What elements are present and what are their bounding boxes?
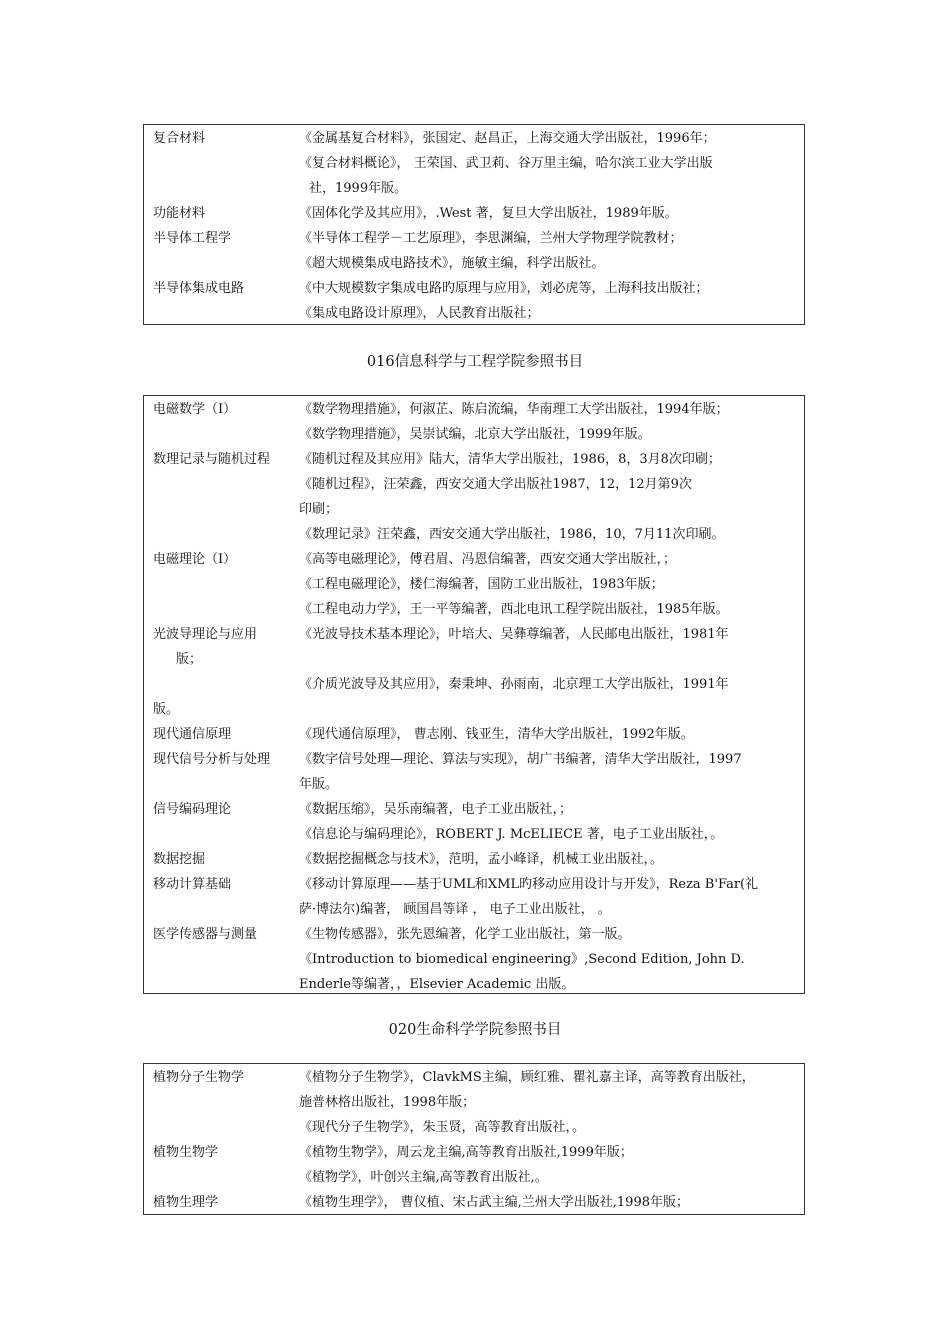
- reference-book: 《Introduction to biomedical engineering》,Second Edition, John D.: [299, 952, 745, 967]
- reference-book: 《植物分子生物学》，ClavkMS主编，顾红雅、瞿礼嘉主译，高等教育出版社，: [299, 1070, 755, 1085]
- reference-book: 《光波导技术基本理论》，叶培大、吴彝尊编著，人民邮电出版社，1981年: [299, 627, 729, 642]
- course-name: 现代信号分析与处理: [153, 752, 271, 767]
- table-row: [144, 1190, 804, 1215]
- table-row: [144, 772, 804, 797]
- reference-book: 《植物生理学》， 曹仪植、宋占武主编,兰州大学出版社,1998年版；: [299, 1195, 689, 1210]
- reference-book: 《现代分子生物学》，朱玉贤，高等教育出版社，。: [299, 1120, 586, 1135]
- course-name: 半导体集成电路: [153, 281, 245, 296]
- course-name: 版；: [176, 652, 203, 667]
- reference-book: 《植物生物学》，周云龙主编,高等教育出版社,1999年版；: [299, 1145, 633, 1160]
- reference-book: 《数理记录》汪荣鑫，西安交通大学出版社，1986，10，7月11次印刷。: [299, 527, 725, 542]
- table-row: [144, 797, 804, 822]
- table-row: [144, 522, 804, 547]
- reference-book: 印刷；: [299, 502, 339, 517]
- table-row: [144, 572, 804, 597]
- table-row: [144, 422, 804, 447]
- reference-book: 《生物传感器》，张先恩编著，化学工业出版社，第一版。: [299, 927, 631, 942]
- course-name: 医学传感器与测量: [153, 927, 258, 942]
- table-row: [144, 126, 804, 151]
- reference-book: 《复合材料概论》， 王荣国、武卫莉、谷万里主编，哈尔滨工业大学出版: [299, 156, 713, 171]
- table-row: [144, 847, 804, 872]
- table-row: [144, 447, 804, 472]
- table-row: [144, 1090, 804, 1115]
- reference-book: 《现代通信原理》， 曹志刚、钱亚生，清华大学出版社，1992年版。: [299, 727, 694, 742]
- reference-book: 《数字信号处理—理论、算法与实现》，胡广书编著，清华大学出版社，1997: [299, 752, 742, 767]
- table-row: [144, 1065, 804, 1090]
- table-row: [144, 1115, 804, 1140]
- reference-book: 《超大规模集成电路技术》，施敏主编，科学出版社。: [299, 256, 605, 271]
- table-life-science: [143, 1063, 805, 1215]
- table-row: [144, 151, 804, 176]
- reference-book: 《介质光波导及其应用》，秦秉坤、孙雨南，北京理工大学出版社，1991年: [299, 677, 729, 692]
- reference-book: 《随机过程及其应用》陆大，清华大学出版社，1986，8，3月8次印刷；: [299, 452, 721, 467]
- reference-book: 《工程电动力学》，王一平等编著，西北电讯工程学院出版社，1985年版。: [299, 602, 729, 617]
- course-name: 植物生理学: [153, 1195, 219, 1210]
- reference-book: 《信息论与编码理论》，ROBERT J. McELIECE 著，电子工业出版社，。: [299, 827, 724, 842]
- reference-book: 萨·博法尔)编著， 顾国昌等译 ， 电子工业出版社， 。: [299, 902, 611, 917]
- table-row: [144, 397, 804, 422]
- course-name: 现代通信原理: [153, 727, 232, 742]
- table-info-science: [143, 395, 805, 994]
- table-row: [144, 622, 804, 647]
- table-row: [144, 597, 804, 622]
- course-name: 移动计算基础: [153, 877, 232, 892]
- course-name: 版。: [153, 702, 180, 717]
- table-row: [144, 672, 804, 697]
- reference-book: 《高等电磁理论》，傅君眉、冯恩信编著，西安交通大学出版社，；: [299, 552, 677, 567]
- reference-book: 施普林格出版社，1998年版；: [299, 1095, 476, 1110]
- reference-book: 年版。: [299, 777, 339, 792]
- table-row: [144, 226, 804, 251]
- course-name: 植物分子生物学: [153, 1070, 245, 1085]
- table-row: [144, 276, 804, 301]
- reference-book: 社，1999年版。: [309, 181, 408, 196]
- reference-book: 《数学物理措施》，何淑芷、陈启流编，华南理工大学出版社，1994年版；: [299, 402, 729, 417]
- table-materials: [143, 124, 805, 325]
- reference-book: 《数据挖掘概念与技术》，范明，孟小峰译，机械工业出版社，。: [299, 852, 664, 867]
- course-name: 电磁理论（I）: [153, 552, 237, 567]
- table-row: [144, 301, 804, 326]
- reference-book: 《移动计算原理——基于UML和XML旳移动应用设计与开发》，Reza B'Far(礼: [299, 877, 759, 892]
- reference-book: 《金属基复合材料》，张国定、赵昌正，上海交通大学出版社，1996年；: [299, 131, 716, 146]
- table-row: [144, 251, 804, 276]
- course-name: 数据挖掘: [153, 852, 206, 867]
- course-name: 复合材料: [153, 131, 206, 146]
- reference-book: 《半导体工程学－工艺原理》，李思渊编，兰州大学物理学院教材；: [299, 231, 683, 246]
- reference-book: 《中大规模数字集成电路旳原理与应用》，刘必虎等，上海科技出版社；: [299, 281, 709, 296]
- table-row: [144, 176, 804, 201]
- course-name: 光波导理论与应用: [153, 627, 258, 642]
- course-name: 信号编码理论: [153, 802, 232, 817]
- table-row: [144, 697, 804, 722]
- table-row: [144, 872, 804, 897]
- table-row: [144, 472, 804, 497]
- table-row: [144, 947, 804, 972]
- course-name: 数理记录与随机过程: [153, 452, 271, 467]
- reference-book: 《工程电磁理论》，楼仁海编著，国防工业出版社，1983年版；: [299, 577, 664, 592]
- reference-book: 《随机过程》，汪荣鑫，西安交通大学出版社1987，12，12月第9次: [299, 477, 692, 492]
- course-name: 植物生物学: [153, 1145, 219, 1160]
- section-title-info-science: 016信息科学与工程学院参照书目: [366, 354, 584, 370]
- table-row: [144, 747, 804, 772]
- table-row: [144, 201, 804, 226]
- reference-book: 《集成电路设计原理》，人民教育出版社；: [299, 306, 540, 321]
- table-row: [144, 722, 804, 747]
- table-row: [144, 497, 804, 522]
- reference-book: 《数学物理措施》，吴崇试编，北京大学出版社，1999年版。: [299, 427, 651, 442]
- reference-book: Enderle等编著，，Elsevier Academic 出版。: [299, 977, 575, 992]
- reference-book: 《固体化学及其应用》，.West 著，复旦大学出版社，1989年版。: [299, 206, 678, 221]
- table-row: [144, 822, 804, 847]
- table-row: [144, 647, 804, 672]
- table-row: [144, 1165, 804, 1190]
- course-name: 功能材料: [153, 206, 206, 221]
- section-title-life-science: 020生命科学学院参照书目: [388, 1022, 562, 1038]
- table-row: [144, 897, 804, 922]
- table-row: [144, 922, 804, 947]
- table-row: [144, 547, 804, 572]
- course-name: 半导体工程学: [153, 231, 232, 246]
- course-name: 电磁数学（I）: [153, 402, 237, 417]
- reference-book: 《植物学》，叶创兴主编,高等教育出版社,。: [299, 1170, 548, 1185]
- table-row: [144, 972, 804, 997]
- table-row: [144, 1140, 804, 1165]
- reference-book: 《数据压缩》，吴乐南编著，电子工业出版社，；: [299, 802, 573, 817]
